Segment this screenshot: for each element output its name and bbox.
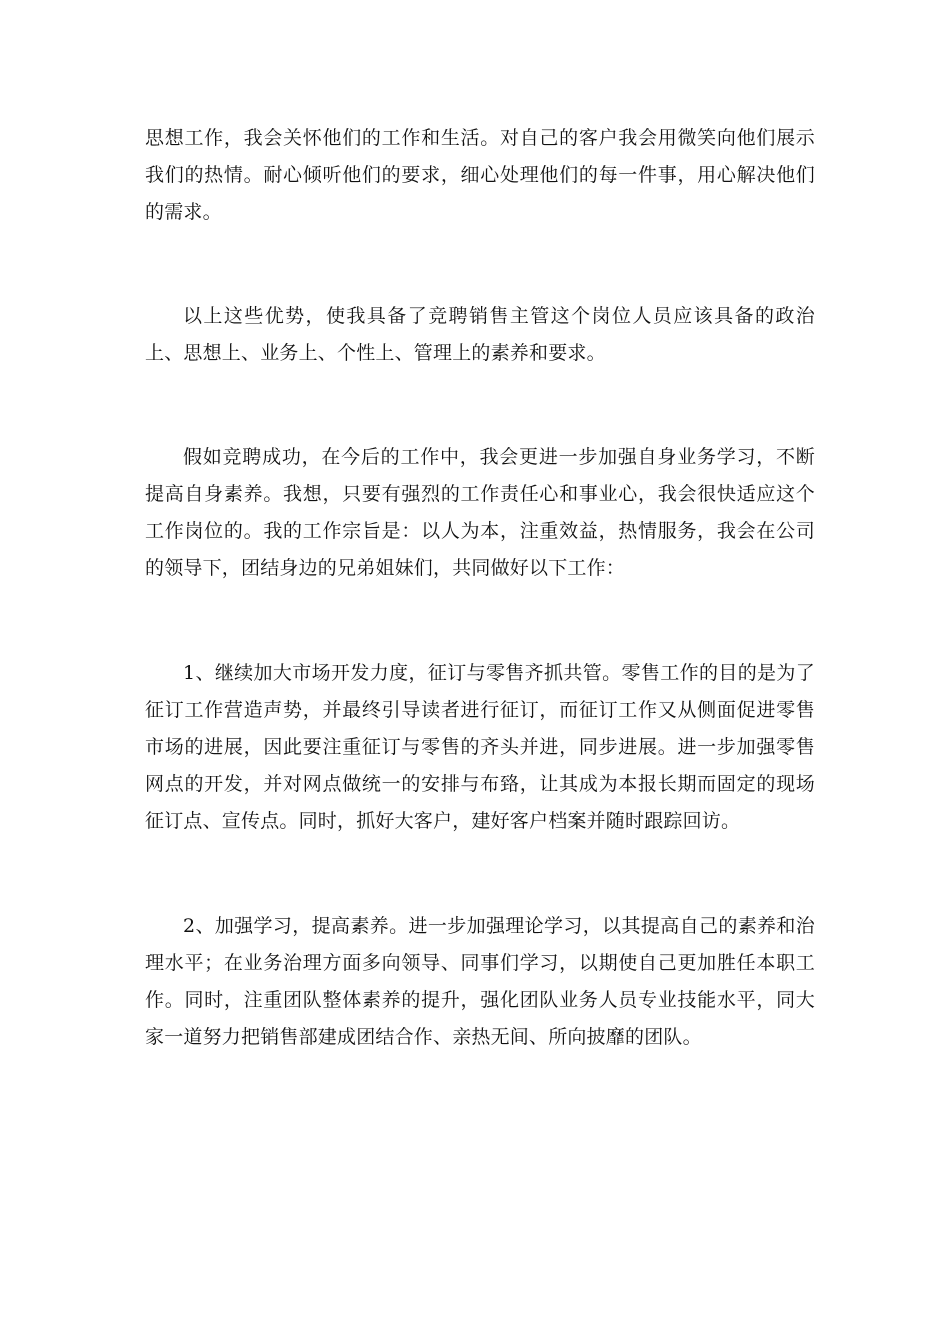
paragraph-item-1: 1、继续加大市场开发力度，征订与零售齐抓共管。零售工作的目的是为了征订工作营造声势，并最终引导读者进行征订，而征订工作又从侧面促进零售市场的进展，因此要注重征订与零售的齐头并进，同步进展。进一步加强零售网点的开发，并对网点做统一的安排与布臵，让其成为本报长期而固定的现场征订点、宣传点。同时，抓好大客户，建好客户档案并随时跟踪回访。 [145, 662, 815, 832]
paragraph-plan-intro: 假如竞聘成功，在今后的工作中，我会更进一步加强自身业务学习，不断提高自身素养。我想，只要有强烈的工作责任心和事业心，我会很快适应这个工作岗位的。我的工作宗旨是：以人为本，注重效益，热情服务，我会在公司的领导下，团结身边的兄弟姐妹们，共同做好以下工作： [145, 446, 815, 579]
paragraph-continuation: 思想工作，我会关怀他们的工作和生活。对自己的客户我会用微笑向他们展示我们的热情。耐心倾听他们的要求，细心处理他们的每一件事，用心解决他们的需求。 [145, 127, 815, 223]
paragraph-item-2: 2、加强学习，提高素养。进一步加强理论学习，以其提高自己的素养和治理水平；在业务治理方面多向领导、同事们学习，以期使自己更加胜任本职工作。同时，注重团队整体素养的提升，强化团队业务人员专业技能水平，同大家一道努力把销售部建成团结合作、亲热无间、所向披靡的团队。 [145, 915, 815, 1048]
paragraph-advantages: 以上这些优势，使我具备了竞聘销售主管这个岗位人员应该具备的政治上、思想上、业务上、个性上、管理上的素养和要求。 [145, 305, 815, 364]
